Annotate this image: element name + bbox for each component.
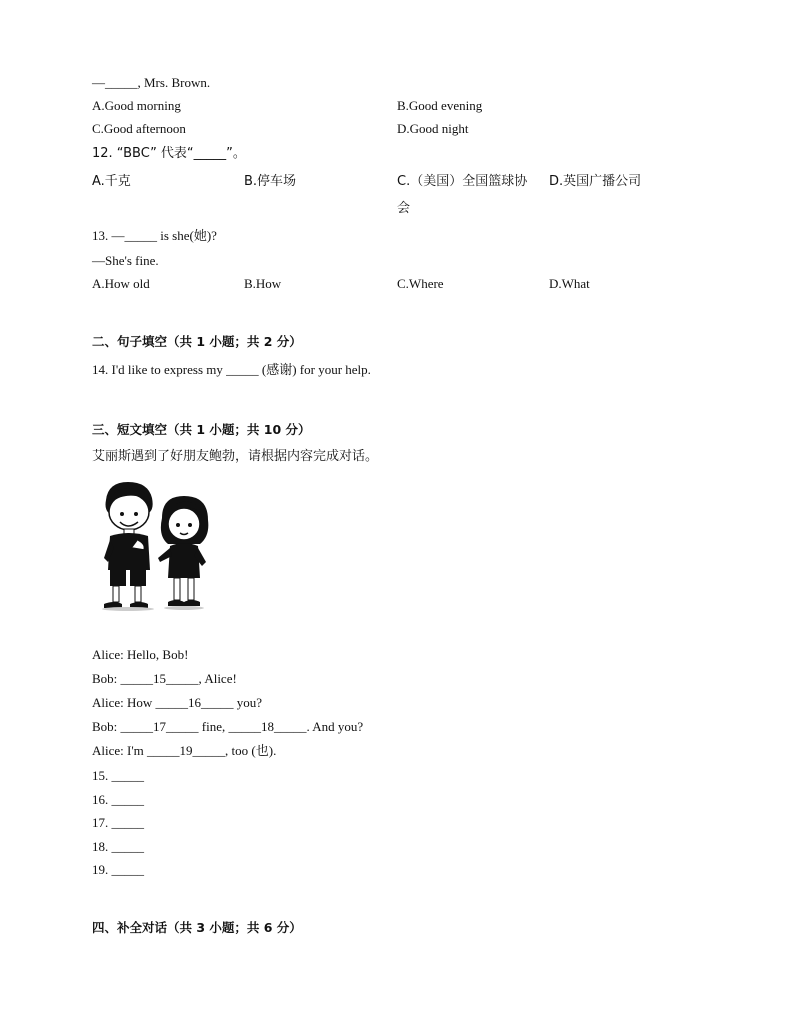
q13-answer: —She's fine. xyxy=(92,253,159,268)
kids-illustration xyxy=(96,478,228,612)
girl-figure xyxy=(158,496,208,606)
q14-stem: 14. I'd like to express my _____ (感谢) for your help. xyxy=(92,362,371,377)
q13-option-a: A.How old xyxy=(92,276,150,291)
q12-option-a: A.千克 xyxy=(92,174,131,189)
q13-option-c: C.Where xyxy=(397,276,444,291)
section3-intro: 艾丽斯遇到了好朋友鲍勃，请根据内容完成对话。 xyxy=(92,449,379,464)
dialogue-line-3: Alice: How _____16_____ you? xyxy=(92,695,263,710)
q12-option-c: C.（美国）全国篮球协 xyxy=(397,174,528,189)
answer-blank-16: 16. _____ xyxy=(92,792,144,807)
q12-stem: 12. “BBC” 代表“_____”。 xyxy=(92,146,246,161)
answer-blank-17: 17. _____ xyxy=(92,815,144,830)
dialogue-line-4: Bob: _____17_____ fine, _____18_____. And you? xyxy=(92,719,364,734)
section2-heading: 二、句子填空（共 1 小题；共 2 分） xyxy=(92,334,302,349)
boy-figure xyxy=(104,482,153,608)
answer-blank-19: 19. _____ xyxy=(92,862,144,877)
q12-option-d: D.英国广播公司 xyxy=(549,174,642,189)
q13-stem: 13. —_____ is she(她)? xyxy=(92,228,217,243)
q13-option-b: B.How xyxy=(244,276,282,291)
q11-option-d: D.Good night xyxy=(397,121,469,136)
answer-blank-18: 18. _____ xyxy=(92,839,144,854)
q12-option-c-wrap: 会 xyxy=(397,201,411,216)
q12-option-b: B.停车场 xyxy=(244,174,297,189)
section4-heading: 四、补全对话（共 3 小题；共 6 分） xyxy=(92,920,302,935)
q11-option-a: A.Good morning xyxy=(92,98,181,113)
answer-blank-15: 15. _____ xyxy=(92,768,144,783)
dialogue-line-1: Alice: Hello, Bob! xyxy=(92,647,189,662)
dialogue-line-5: Alice: I'm _____19_____, too (也). xyxy=(92,743,277,758)
q11-option-b: B.Good evening xyxy=(397,98,483,113)
q11-option-c: C.Good afternoon xyxy=(92,121,186,136)
section3-heading: 三、短文填空（共 1 小题；共 10 分） xyxy=(92,422,311,437)
q11-stem: —_____, Mrs. Brown. xyxy=(92,75,211,90)
dialogue-line-2: Bob: _____15_____, Alice! xyxy=(92,671,237,686)
q13-option-d: D.What xyxy=(549,276,590,291)
